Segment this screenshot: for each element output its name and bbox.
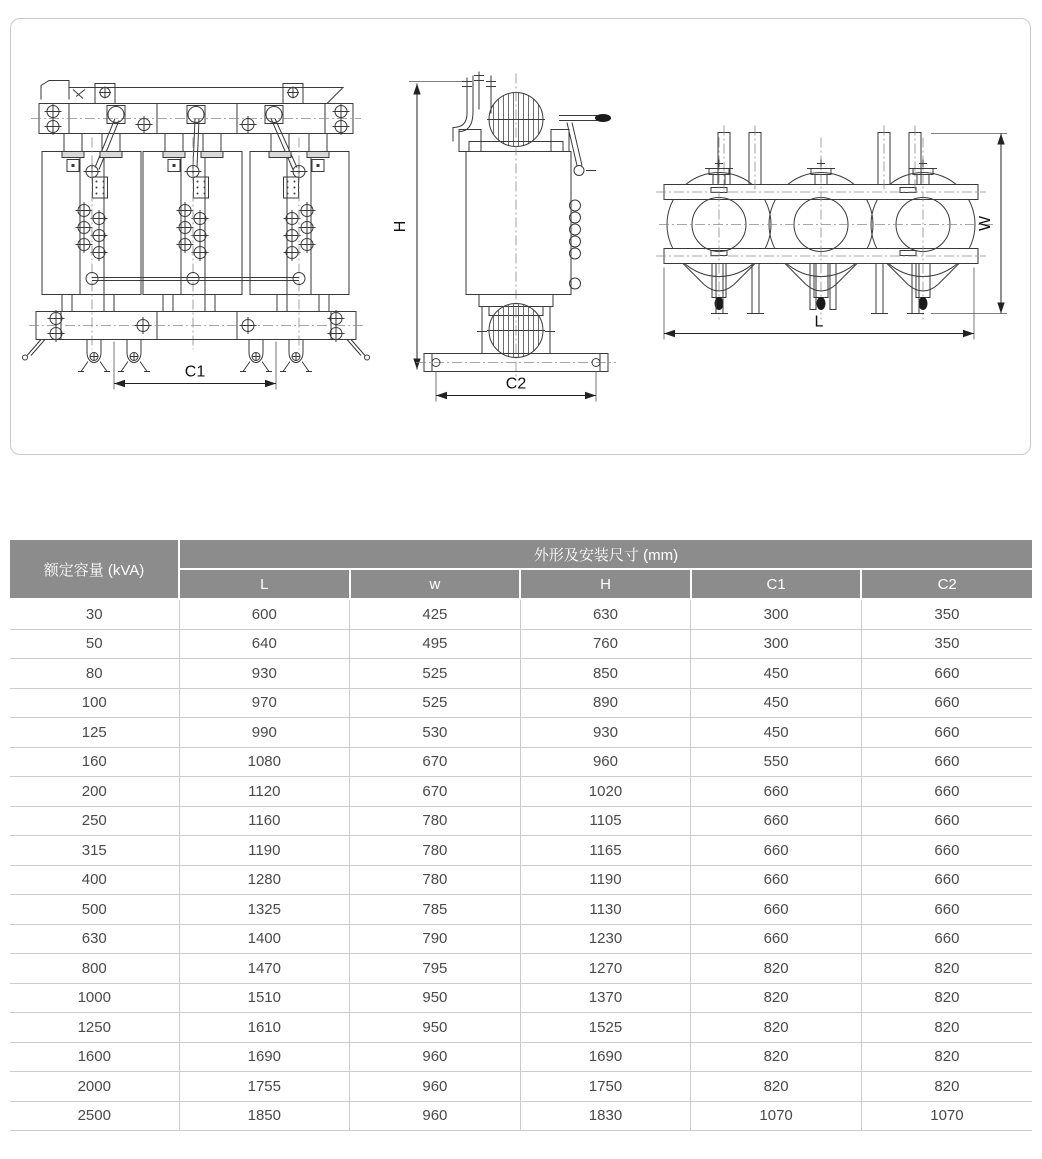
table-row [10,806,1032,836]
col-header-c2: C2 [861,569,1032,599]
capacity-cell: 100 [10,688,179,718]
table-row [10,1013,1032,1043]
table-row [10,836,1032,866]
dimension-cell: 660 [861,718,1032,748]
dimension-cell: 820 [861,1072,1032,1102]
capacity-cell: 125 [10,718,179,748]
table-row [10,629,1032,659]
dimension-cell: 660 [861,777,1032,807]
dimensions-table [10,540,1032,1131]
dimension-cell: 890 [520,688,691,718]
capacity-cell: 400 [10,865,179,895]
dimension-cell: 960 [350,1042,521,1072]
table-body [10,599,1032,1131]
dimension-cell: 1165 [520,836,691,866]
capacity-cell: 630 [10,924,179,954]
dimension-cell: 660 [691,865,862,895]
dimension-cell: 1105 [520,806,691,836]
dimension-cell: 1750 [520,1072,691,1102]
dimension-cell: 450 [691,688,862,718]
dimensions-group-header: 外形及安装尺寸 (mm) [179,540,1032,569]
dimension-cell: 820 [691,1042,862,1072]
dimension-cell: 1080 [179,747,350,777]
capacity-cell: 800 [10,954,179,984]
dimension-cell: 1755 [179,1072,350,1102]
table-row [10,659,1032,689]
dimension-cell: 820 [691,1013,862,1043]
dimension-cell: 820 [691,983,862,1013]
dimension-cell: 660 [861,806,1032,836]
dimension-cell: 660 [861,924,1032,954]
dimension-cell: 1470 [179,954,350,984]
dim-label-w: W [977,215,994,232]
dimension-cell: 780 [350,865,521,895]
capacity-cell: 500 [10,895,179,925]
dimension-cell: 1610 [179,1013,350,1043]
dimension-cell: 1370 [520,983,691,1013]
dimension-cell: 780 [350,836,521,866]
dim-label-h: H [392,220,409,233]
capacity-header: 额定容量 (kVA) [10,540,179,599]
capacity-cell: 250 [10,806,179,836]
dimension-cell: 350 [861,629,1032,659]
dimension-cell: 495 [350,629,521,659]
dimension-cell: 530 [350,718,521,748]
dimension-cell: 1070 [861,1101,1032,1131]
table-row [10,777,1032,807]
dimension-cell: 660 [861,865,1032,895]
table-row [10,895,1032,925]
col-header-h: H [520,569,691,599]
dimension-cell: 660 [691,836,862,866]
transformer-drawings [11,19,1030,454]
capacity-cell: 50 [10,629,179,659]
dim-label-l: L [814,313,824,331]
dimension-cell: 1525 [520,1013,691,1043]
dimension-cell: 660 [861,836,1032,866]
capacity-cell: 1600 [10,1042,179,1072]
dimension-cell: 930 [179,659,350,689]
dimension-cell: 525 [350,659,521,689]
dimension-cell: 660 [691,895,862,925]
dim-label-c1: C1 [184,363,206,381]
dimension-cell: 660 [861,895,1032,925]
dimension-cell: 300 [691,599,862,629]
dimension-cell: 1190 [179,836,350,866]
dimension-cell: 1130 [520,895,691,925]
dimension-cell: 660 [861,747,1032,777]
capacity-cell: 2500 [10,1101,179,1131]
dimension-cell: 820 [861,1042,1032,1072]
dimension-cell: 425 [350,599,521,629]
dimension-cell: 640 [179,629,350,659]
dimension-cell: 820 [861,954,1032,984]
dimension-cell: 670 [350,777,521,807]
top-view-drawing [656,126,1007,340]
dimension-cell: 1230 [520,924,691,954]
dimension-cell: 960 [350,1072,521,1102]
table-row [10,688,1032,718]
dimension-cell: 660 [691,777,862,807]
dimension-cell: 300 [691,629,862,659]
dimension-cell: 450 [691,718,862,748]
dimension-cell: 790 [350,924,521,954]
dimension-cell: 1400 [179,924,350,954]
table-row [10,599,1032,629]
table-row [10,924,1032,954]
capacity-cell: 160 [10,747,179,777]
table-row [10,954,1032,984]
dimension-cell: 1690 [179,1042,350,1072]
dimension-cell: 350 [861,599,1032,629]
dimension-cell: 660 [861,688,1032,718]
capacity-cell: 315 [10,836,179,866]
dimension-cell: 1120 [179,777,350,807]
dimension-cell: 660 [691,924,862,954]
front-view-drawing [23,81,370,390]
dimension-cell: 1325 [179,895,350,925]
dimension-cell: 930 [520,718,691,748]
dimension-cell: 1850 [179,1101,350,1131]
dimension-cell: 780 [350,806,521,836]
dimension-cell: 660 [861,659,1032,689]
dimension-cell: 990 [179,718,350,748]
dimension-cell: 820 [861,983,1032,1013]
dimension-cell: 1280 [179,865,350,895]
dimension-cell: 550 [691,747,862,777]
capacity-cell: 200 [10,777,179,807]
capacity-cell: 2000 [10,1072,179,1102]
table-header [10,540,1032,599]
dimension-cell: 950 [350,983,521,1013]
table-row [10,747,1032,777]
dimension-cell: 525 [350,688,521,718]
dimension-cell: 1510 [179,983,350,1013]
dimension-cell: 960 [520,747,691,777]
dimension-cell: 1190 [520,865,691,895]
table-row [10,983,1032,1013]
dimension-cell: 1160 [179,806,350,836]
dimension-cell: 630 [520,599,691,629]
drawing-panel [10,18,1031,455]
capacity-cell: 30 [10,599,179,629]
dimension-cell: 450 [691,659,862,689]
dimension-cell: 760 [520,629,691,659]
dimension-cell: 950 [350,1013,521,1043]
table-row [10,1072,1032,1102]
col-header-c1: C1 [691,569,862,599]
dimension-cell: 820 [691,954,862,984]
dimension-cell: 820 [691,1072,862,1102]
dimension-cell: 1270 [520,954,691,984]
dimension-cell: 670 [350,747,521,777]
table-row [10,1101,1032,1131]
col-header-l: L [179,569,350,599]
dimension-cell: 850 [520,659,691,689]
dimension-cell: 785 [350,895,521,925]
capacity-cell: 80 [10,659,179,689]
dimension-cell: 970 [179,688,350,718]
dimension-cell: 1690 [520,1042,691,1072]
capacity-cell: 1250 [10,1013,179,1043]
dimension-cell: 1830 [520,1101,691,1131]
dimension-cell: 660 [691,806,862,836]
dimension-cell: 1070 [691,1101,862,1131]
dimension-cell: 795 [350,954,521,984]
table-row [10,718,1032,748]
dimension-cell: 820 [861,1013,1032,1043]
dimension-cell: 1020 [520,777,691,807]
table-row [10,1042,1032,1072]
side-view-drawing [392,72,616,402]
col-header-w: w [350,569,521,599]
dim-label-c2: C2 [505,375,527,393]
capacity-cell: 1000 [10,983,179,1013]
dimension-cell: 960 [350,1101,521,1131]
table-row [10,865,1032,895]
dimension-cell: 600 [179,599,350,629]
